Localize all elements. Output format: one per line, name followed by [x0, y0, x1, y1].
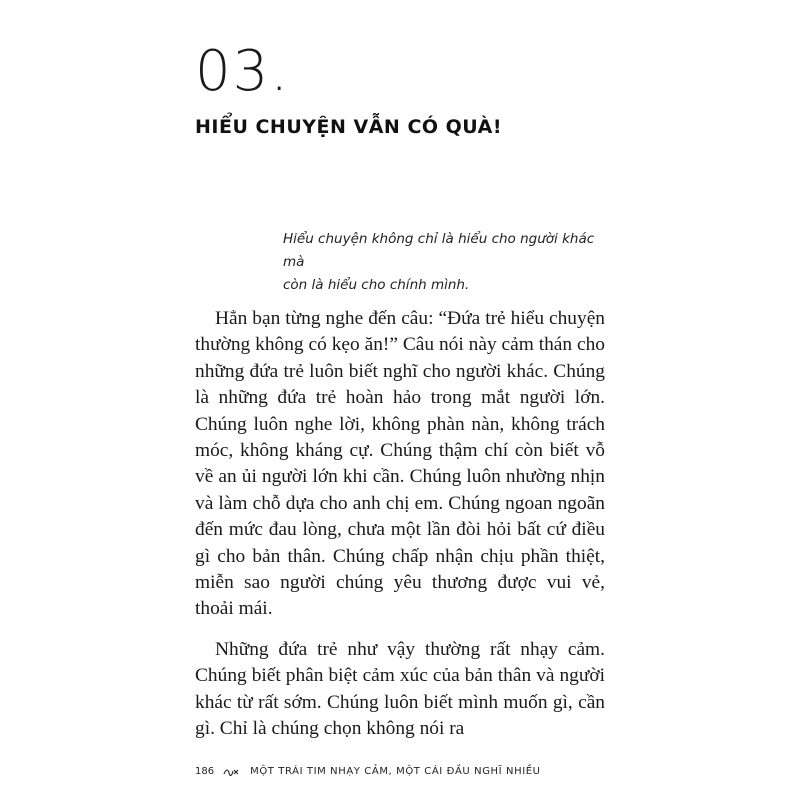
epigraph	[283, 228, 613, 297]
chapter-number: 03.	[195, 39, 291, 104]
scribble-ornament-icon	[223, 767, 241, 777]
epigraph-line: Hiểu chuyện không chỉ là hiểu cho người khác mà	[283, 231, 595, 270]
page-footer	[195, 765, 541, 779]
running-title: MỘT TRÁI TIM NHẠY CẢM, MỘT CÁI ĐẦU NGHĨ NHIỀU	[250, 766, 541, 777]
chapter-title: HIỂU CHUYỆN VẪN CÓ QUÀ!	[195, 116, 503, 138]
body-paragraph: Những đứa trẻ như vậy thường rất nhạy cảm. Chúng biết phân biệt cảm xúc của bản thân và người khác từ rất sớm. Chúng luôn biết mình muốn gì, cần gì. Chỉ là chúng chọn không nói ra	[195, 638, 605, 740]
body-paragraph: Hẳn bạn từng nghe đến câu: “Đứa trẻ hiểu chuyện thường không có kẹo ăn!” Câu nói này cảm thán cho những đứa trẻ luôn biết nghĩ cho người khác. Chúng là những đứa trẻ hoàn hảo trong mắt người lớn. Chúng luôn nghe lời, không phàn nàn, không trách móc, không kháng cự. Chúng thậm chí còn biết vỗ về an ủi người lớn khi cần. Chúng luôn nhường nhịn và làm chỗ dựa cho anh chị em. Chúng ngoan ngoãn đến mức đau lòng, chưa một lần đòi hỏi bất cứ điều gì cho bản thân. Chúng chấp nhận chịu phần thiệt, miễn sao người chúng yêu thương được vui vẻ, thoải mái.	[195, 308, 605, 620]
epigraph-line: còn là hiểu cho chính mình.	[283, 277, 470, 293]
body-text	[195, 306, 605, 757]
page-number: 186	[195, 766, 215, 777]
